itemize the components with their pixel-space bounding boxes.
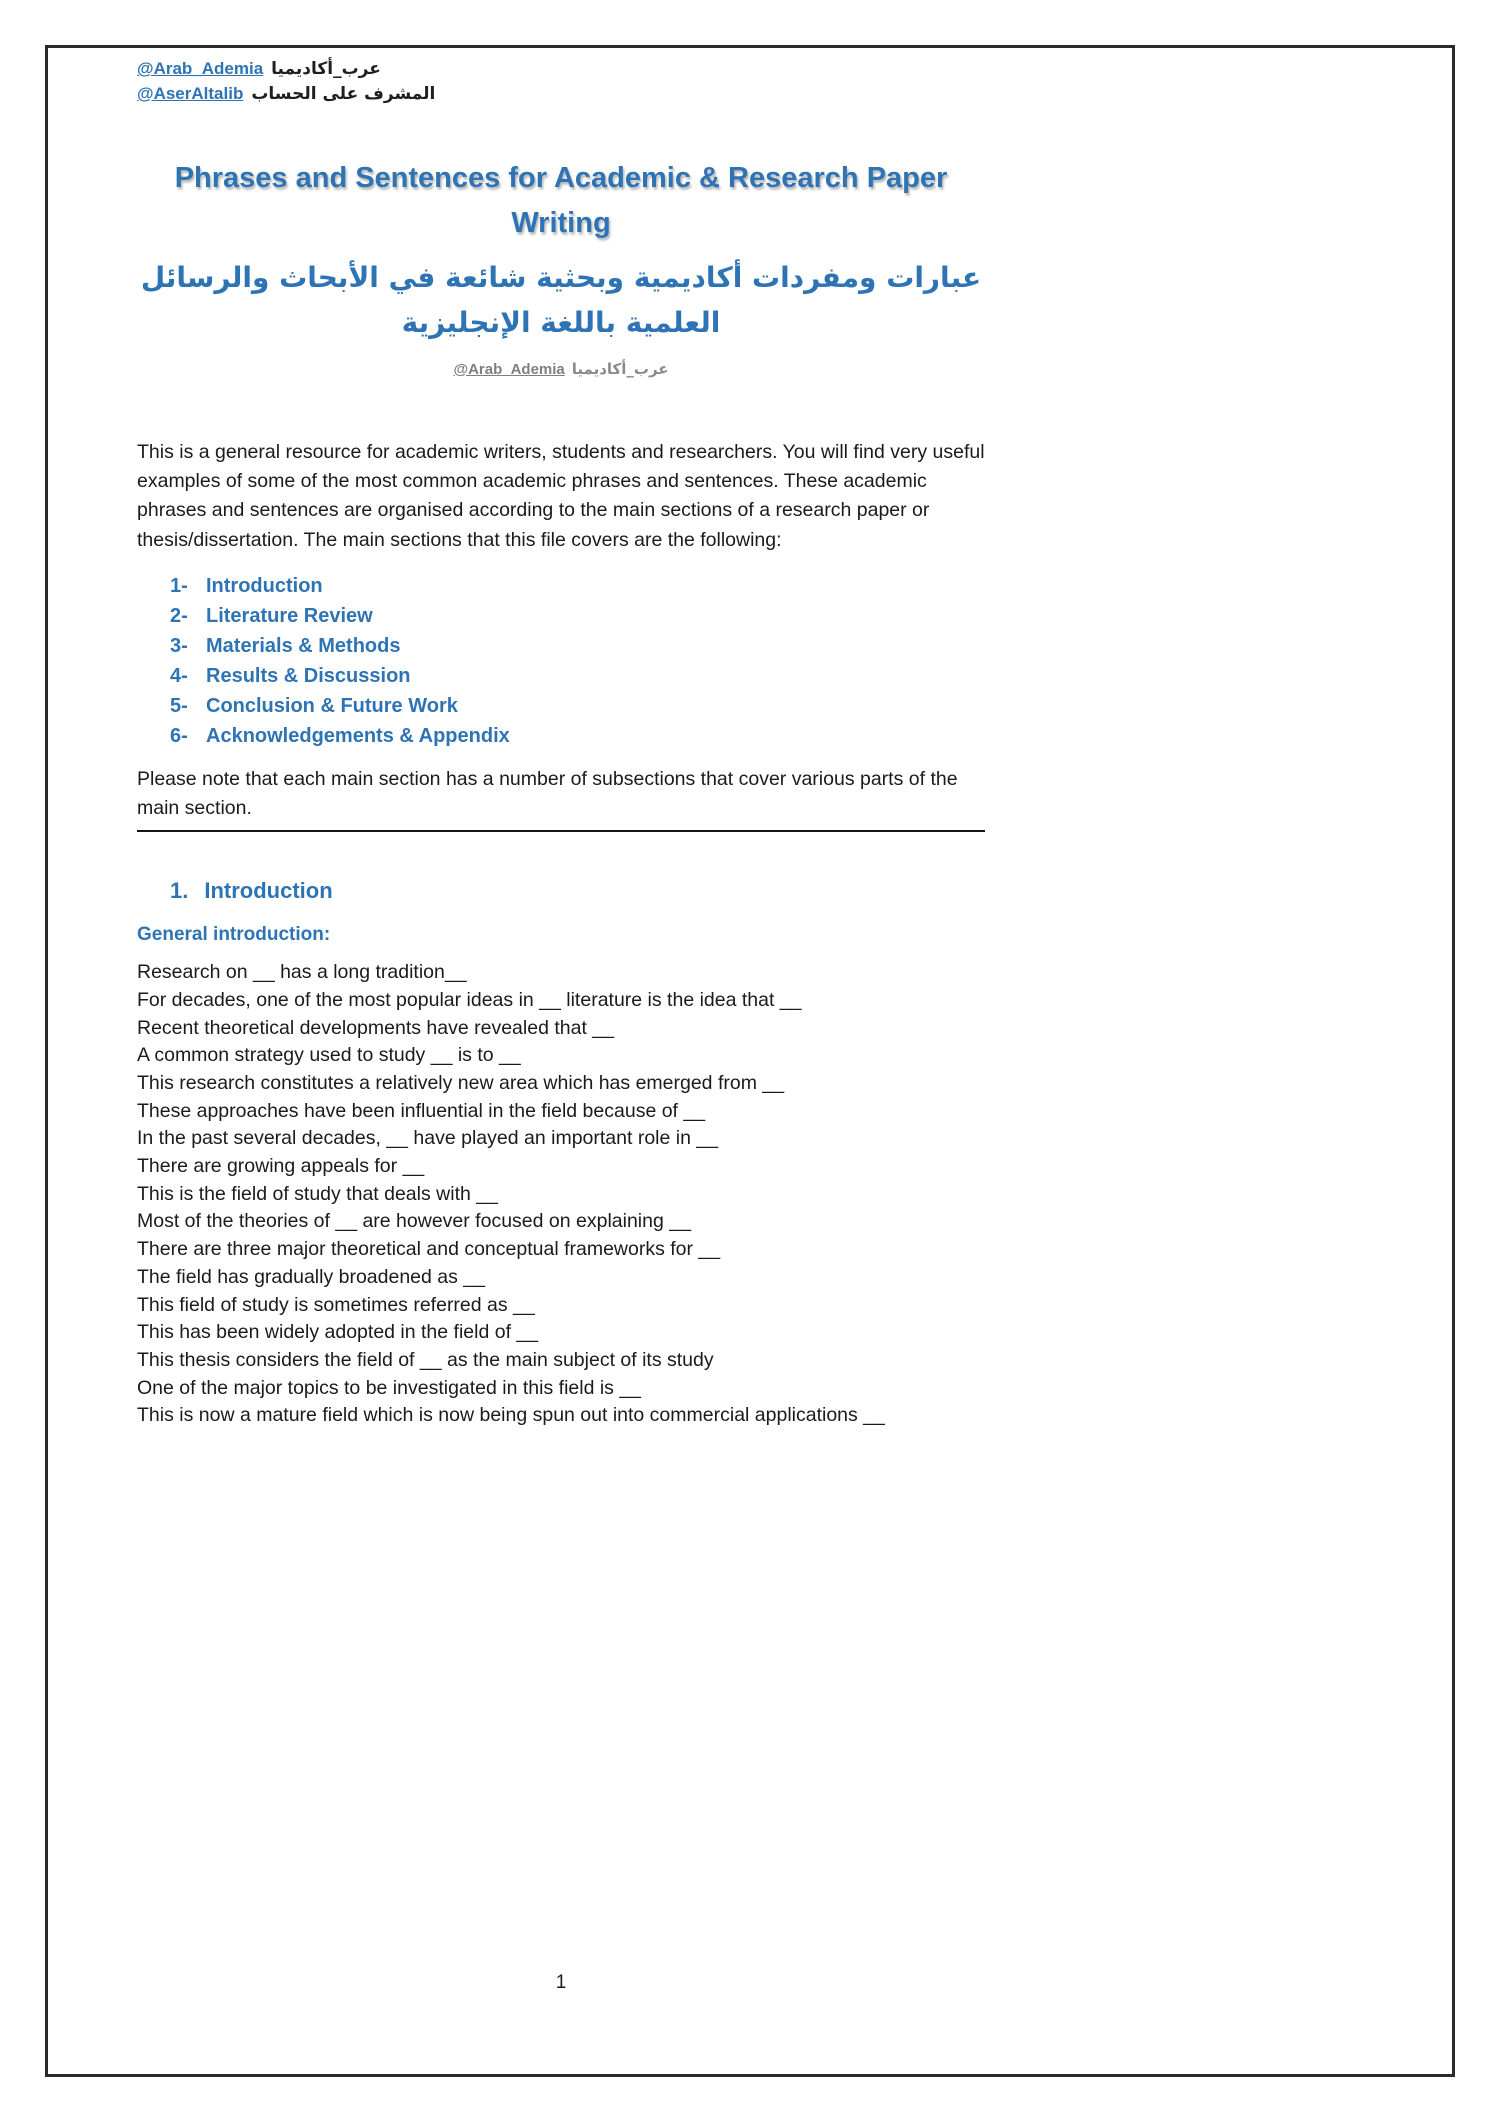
toc-item-number: 4-	[170, 664, 188, 687]
phrase-line: For decades, one of the most popular ideas in __ literature is the idea that __	[137, 988, 802, 1011]
phrase-line: This is the field of study that deals with __	[137, 1182, 498, 1205]
section-heading	[170, 878, 985, 904]
intro-paragraph: This is a general resource for academic writers, students and researchers. You will find very useful examples of some of the most common academic phrases and sentences. These academic phrases and sentences are organised according to the main sections of a research paper or thesis/dissertation. The main sections that this file covers are the following:	[137, 440, 985, 551]
phrase-line: This field of study is sometimes referred as __	[137, 1293, 535, 1316]
toc-item	[137, 631, 985, 661]
phrase-line: One of the major topics to be investigated in this field is __	[137, 1376, 642, 1399]
toc-item-label: Introduction	[206, 574, 323, 597]
toc-item-number: 1-	[170, 574, 188, 597]
phrase-line: This thesis considers the field of __ as the main subject of its study	[137, 1348, 714, 1371]
header-handles	[137, 57, 985, 106]
phrase-line: This has been widely adopted in the field of __	[137, 1321, 539, 1344]
note-paragraph: Please note that each main section has a number of subsections that cover various parts of the main section.	[137, 767, 958, 819]
phrase-line: This is now a mature field which is now being spun out into commercial applications __	[137, 1404, 885, 1427]
toc-item	[137, 691, 985, 721]
toc-item-number: 5-	[170, 694, 188, 717]
toc-item-label: Acknowledgements & Appendix	[206, 724, 510, 747]
twitter-handle-link[interactable]: @Arab_Ademia	[137, 59, 264, 78]
page-content	[137, 57, 985, 1430]
header-handle-line-1	[137, 57, 985, 82]
section-title: Introduction	[204, 878, 333, 904]
document-title-arabic: عبارات ومفردات أكاديمية وبحثية شائعة في الأبحاث والرسائل العلمية باللغة الإنجليزية	[140, 261, 982, 339]
section-number: 1.	[170, 878, 189, 904]
toc-item-number: 2-	[170, 604, 188, 627]
phrase-line: In the past several decades, __ have played an important role in __	[137, 1127, 719, 1150]
toc-item-number: 3-	[170, 634, 188, 657]
toc-item-label: Results & Discussion	[206, 664, 411, 687]
phrase-line: The field has gradually broadened as __	[137, 1265, 485, 1288]
section-divider	[137, 830, 985, 832]
phrase-line: A common strategy used to study __ is to __	[137, 1044, 521, 1067]
phrase-line: Research on __ has a long tradition__	[137, 961, 467, 984]
byline-arabic-label: عرب_أكاديميا	[571, 359, 669, 378]
header-arabic-label: عرب_أكاديميا	[271, 59, 381, 79]
toc-item	[137, 571, 985, 601]
toc-item-label: Literature Review	[206, 604, 373, 627]
byline-handle-link[interactable]: @Arab_Ademia	[453, 360, 565, 378]
header-arabic-label: المشرف على الحساب	[251, 83, 436, 104]
page-number: 1	[555, 1972, 567, 1993]
phrase-line: These approaches have been influential in the field because of __	[137, 1099, 706, 1122]
phrase-line: This research constitutes a relatively new area which has emerged from __	[137, 1072, 785, 1094]
phrase-line: There are three major theoretical and conceptual frameworks for __	[137, 1238, 721, 1261]
section-list	[137, 571, 985, 751]
toc-item-label: Materials & Methods	[206, 634, 401, 657]
toc-item-number: 6-	[170, 724, 188, 747]
toc-item-label: Conclusion & Future Work	[206, 694, 458, 717]
twitter-handle-link[interactable]: @AserAltalib	[137, 83, 244, 103]
phrase-line: Most of the theories of __ are however focused on explaining __	[137, 1210, 691, 1233]
phrase-line: Recent theoretical developments have revealed that __	[137, 1016, 614, 1039]
document-title-english: Phrases and Sentences for Academic & Research Paper Writing	[174, 162, 948, 240]
byline	[137, 360, 985, 378]
phrase-list	[137, 959, 985, 1430]
toc-item	[137, 721, 985, 751]
phrase-line: There are growing appeals for __	[137, 1155, 425, 1178]
toc-item	[137, 601, 985, 631]
toc-item	[137, 661, 985, 691]
subsection-heading: General introduction:	[137, 924, 331, 946]
header-handle-line-2	[137, 82, 985, 107]
